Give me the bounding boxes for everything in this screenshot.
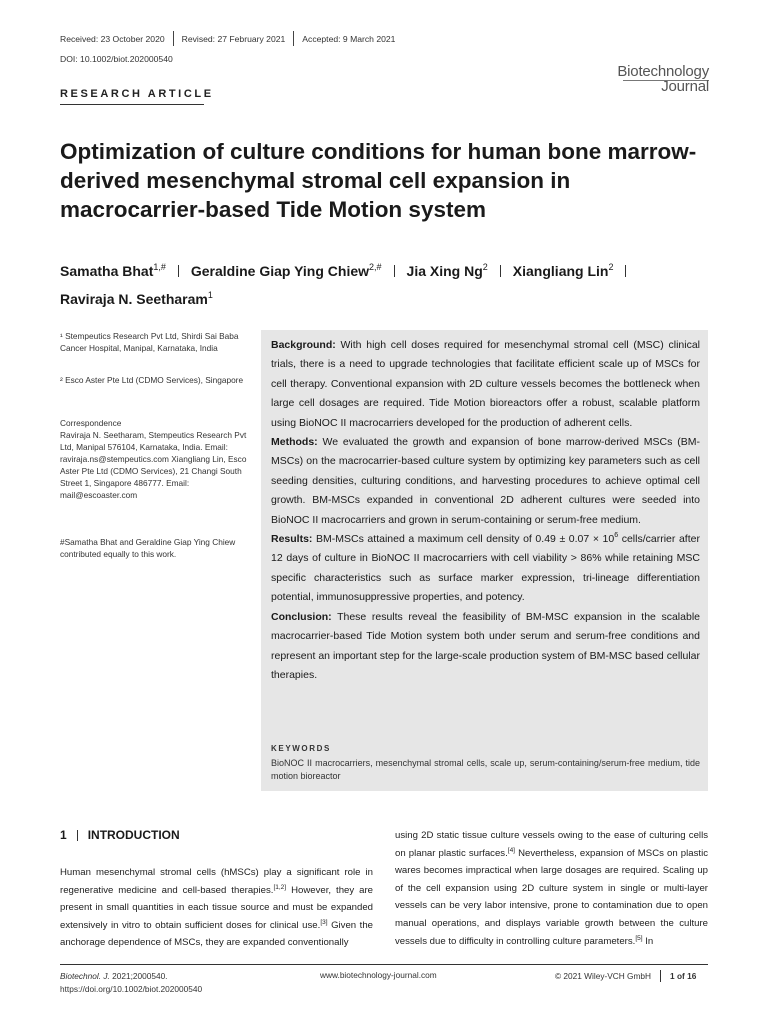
keywords-text: BioNOC II macrocarriers, mesenchymal stromal cells, scale up, serum-containing/serum-free medium, tide motion bioreactor bbox=[271, 758, 700, 781]
correspondence-label: Correspondence bbox=[60, 418, 122, 428]
author-name[interactable]: Geraldine Giap Ying Chiew$^{2,\#}$ bbox=[190, 262, 382, 279]
intro-right-column bbox=[395, 827, 708, 950]
author-name[interactable]: Jia Xing Ng$^2$ bbox=[406, 262, 488, 279]
divider bbox=[77, 830, 78, 841]
divider bbox=[173, 31, 174, 46]
citation-ref[interactable]: [5] bbox=[635, 934, 643, 942]
intro-paragraph: using 2D static tissue culture vessels owing to the ease of culturing cells on planar plastic surfaces.[4] Nevertheless, expansion of MSCs on plastic wares becomes impractical when large dosages are required. Scaling up of the cell expansion using 2D culture system in single or multi-layer vessels can be very labor intensive, prone to contamination due to open manual operations, and displays variable growth between the culture vessels due to difficulty in controlling culture parameters.[5] In bbox=[395, 830, 708, 947]
section-title: INTRODUCTION bbox=[87, 828, 180, 842]
divider bbox=[293, 31, 294, 46]
copyright: © 2021 Wiley-VCH GmbH bbox=[555, 971, 652, 981]
divider bbox=[394, 265, 395, 277]
author-name[interactable]: Raviraja N. Seetharam$^1$ bbox=[60, 290, 213, 307]
author-name[interactable]: Samatha Bhat$^{1,\#}$ bbox=[60, 262, 166, 279]
equal-contribution-note: #Samatha Bhat and Geraldine Giap Ying Chiew contributed equally to this work. bbox=[60, 537, 236, 559]
footer-doi-link[interactable]: https://doi.org/10.1002/biot.202000540 bbox=[60, 984, 203, 994]
article-type: RESEARCH ARTICLE bbox=[60, 88, 214, 100]
section-number: 1 bbox=[60, 828, 67, 842]
page-number: 1 of 16 bbox=[670, 971, 697, 981]
article-type-underline bbox=[60, 104, 204, 105]
accepted-date: Accepted: 9 March 2021 bbox=[302, 33, 396, 44]
author-list bbox=[60, 255, 720, 311]
keywords-heading: KEYWORDS bbox=[271, 744, 331, 753]
journal-website-link[interactable]: www.biotechnology-journal.com bbox=[320, 970, 437, 980]
affiliation-2: ² Esco Aster Pte Ltd (CDMO Services), Singapore bbox=[60, 375, 244, 385]
divider bbox=[500, 265, 501, 277]
intro-left-column bbox=[60, 864, 373, 952]
revised-date: Revised: 27 February 2021 bbox=[181, 33, 286, 44]
divider bbox=[625, 265, 626, 277]
journal-logo-line1: Biotechnology bbox=[617, 63, 709, 80]
abstract-results: Results: BM-MSCs attained a maximum cell density of $0.49 \pm 0.07 \times 10^6$ cells/carrier after 12 days of culture in BioNOC II macrocarriers with cell viability > 86% while retaining MSC specific characteristics such as surface marker expression, tri-lineage differentiation potential, immunosuppressive properties, and potency. bbox=[271, 532, 700, 604]
abstract bbox=[271, 336, 700, 685]
section-heading bbox=[60, 828, 180, 842]
citation-ref[interactable]: [4] bbox=[507, 846, 515, 854]
citation-ref[interactable]: [3] bbox=[320, 918, 328, 926]
abstract-background: Background: With high cell doses required for mesenchymal stromal cell (MSC) clinical trials, there is a need to upgrade technologies that facilitate efficient scale up of MSCs for cell therapy. Conventional expansion with 2D culture vessels becomes the bottleneck when large cell dosages are required. Tide Motion bioreactors offer a robust, scalable platform using BioNOC II macrocarriers developed for the production of adherent cells. bbox=[271, 339, 700, 429]
journal-logo[interactable] bbox=[583, 64, 709, 94]
intro-paragraph: Human mesenchymal stromal cells (hMSCs) play a significant role in regenerative medicine and cell-based therapies.[1,2] However, they are present in small quantities in each tissue source and must be expanded extensively in vitro to obtain sufficient doses for clinical use.[3] Given the anchorage dependence of MSCs, they are expanded conventionally bbox=[60, 867, 373, 949]
footer-citation: Biotechnol. J. 2021;2000540. https://doi.org/10.1002/biot.202000540 bbox=[60, 971, 203, 994]
received-date: Received: 23 October 2020 bbox=[60, 33, 165, 44]
correspondence-text: Raviraja N. Seetharam, Stempeutics Research Pvt Ltd, Manipal 576104, Karnataka, India. Email: raviraja.ns@stempeutics.com Xiangliang Lin, Esco Aster Pte Ltd (CDMO Services), 21 Changi South Street 1, Singapore 486777. Email: mail@escoaster.com bbox=[60, 430, 247, 500]
article-doi[interactable]: DOI: 10.1002/biot.202000540 bbox=[60, 54, 173, 64]
journal-abbrev: Biotechnol. J. bbox=[60, 971, 110, 981]
footer-rule bbox=[60, 964, 708, 965]
divider bbox=[660, 970, 661, 982]
author-name[interactable]: Xiangliang Lin$^2$ bbox=[512, 262, 614, 279]
article-title: Optimization of culture conditions for human bone marrow-derived mesenchymal stromal cell expansion in macrocarrier-based Tide Motion system bbox=[60, 139, 697, 222]
abstract-methods: Methods: We evaluated the growth and expansion of bone marrow-derived MSCs (BM-MSCs) on the macrocarrier-based culture system by optimizing key parameters such as cell seeding densities, culturing conditions, and harvesting procedures to achieve optimal cell growth. BM-MSCs expanded in conventional 2D adherent cultures were seeded into BioNOC II macrocarriers and grown in serum-containing or serum-free medium. bbox=[271, 436, 700, 526]
affiliation-1: ¹ Stempeutics Research Pvt Ltd, Shirdi Sai Baba Cancer Hospital, Manipal, Karnataka, India bbox=[60, 331, 239, 353]
abstract-conclusion: Conclusion: These results reveal the feasibility of BM-MSC expansion in the scalable macrocarrier-based Tide Motion system both under serum and serum-free conditions and represent an important step for the large-scale production system of BM-MSC based cellular therapies. bbox=[271, 610, 700, 681]
journal-logo-line2: Journal bbox=[661, 78, 709, 95]
footer-right bbox=[555, 970, 696, 982]
divider bbox=[178, 265, 179, 277]
history-dates bbox=[60, 31, 395, 46]
citation-ref[interactable]: [1,2] bbox=[273, 883, 287, 891]
